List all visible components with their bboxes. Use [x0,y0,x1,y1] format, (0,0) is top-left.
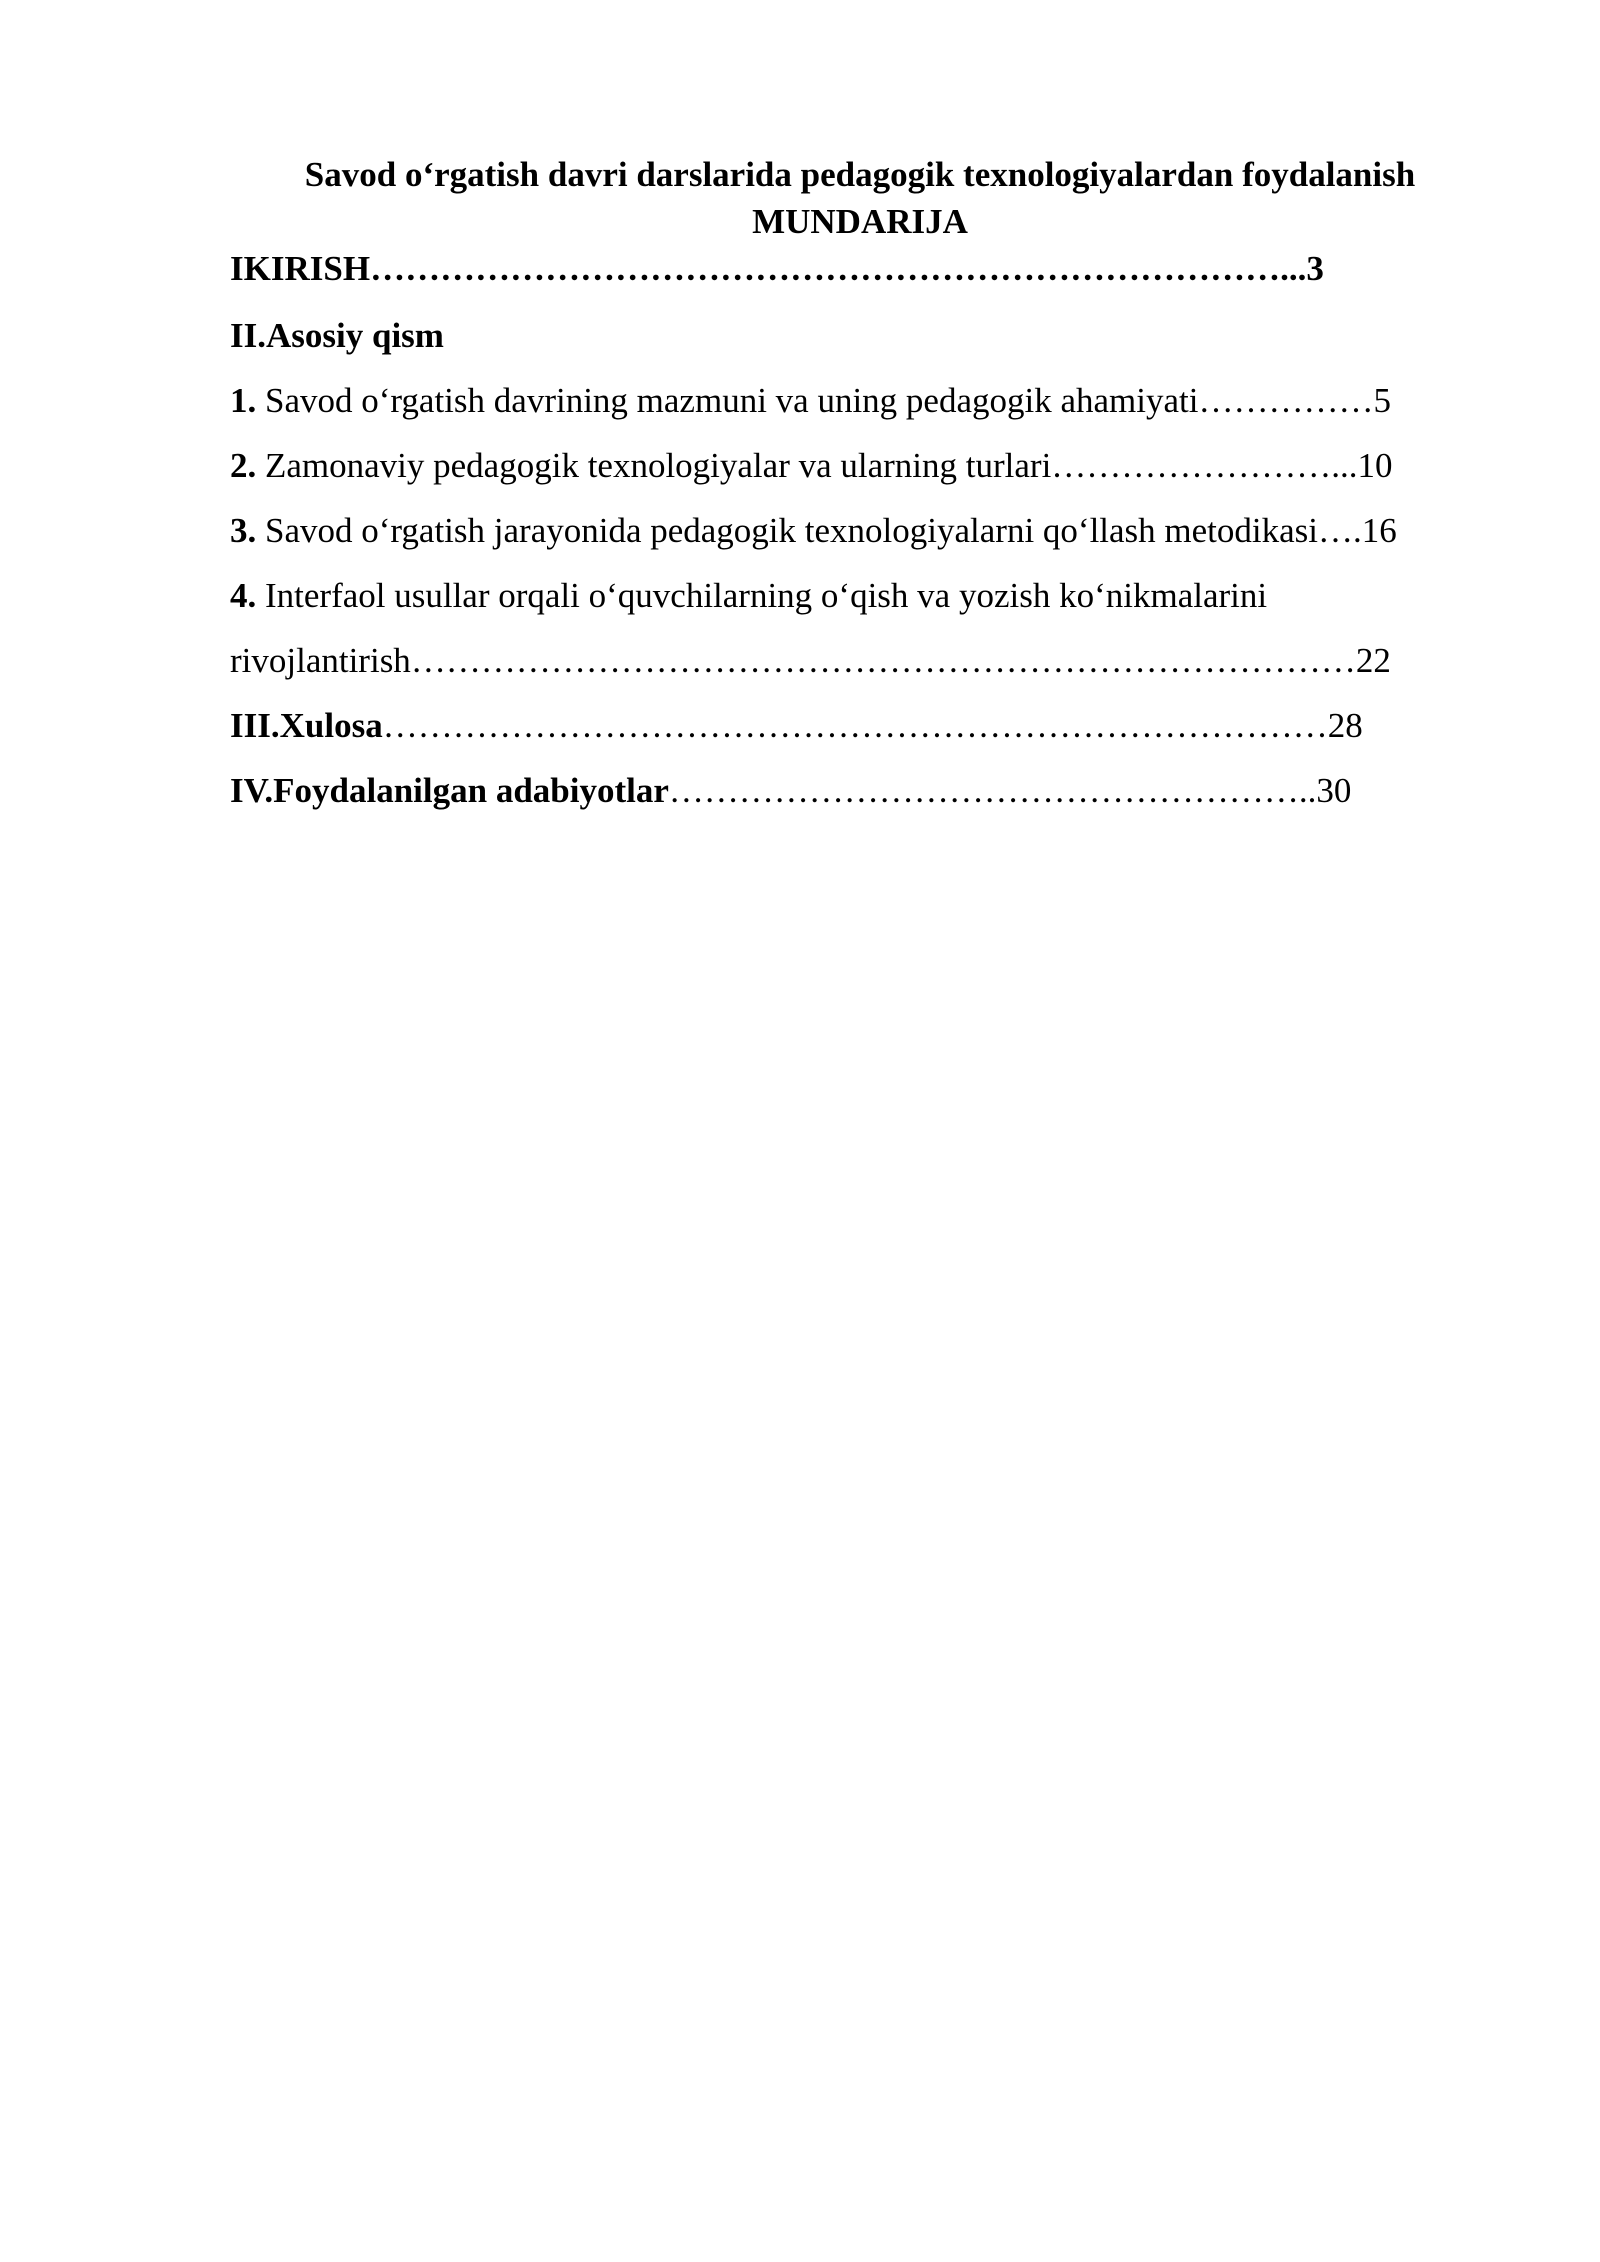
toc-entry-number: 4. [230,576,257,615]
toc-page-number: 22 [1355,641,1391,680]
toc-leader-dots: ……………………………………………………………………… [410,641,1356,680]
toc-entry-label: III.Xulosa [230,706,383,745]
document-title: Savod o‘rgatish davri darslarida pedagogik texnologiyalardan foydalanish [304,155,1416,194]
toc-section-heading: II.Asosiy qism [230,316,444,355]
toc-entry-number: 3. [230,511,257,550]
toc-page-number: 30 [1316,771,1352,810]
toc-entry-references [230,769,1351,813]
toc-entry-text: Interfaol usullar orqali o‘quvchilarning o‘qish va yozish ko‘nikmalarini [256,576,1268,615]
toc-entry-label: IV.Foydalanilgan adabiyotlar [230,771,669,810]
toc-entry-text: Zamonaviy pedagogik texnologiyalar va ularning turlari [256,446,1052,485]
toc-entry-conclusion [230,704,1363,748]
toc-entry-intro [230,247,1324,291]
toc-page-number: 3 [1306,249,1324,288]
toc-entry-4-continuation [230,639,1391,683]
toc-entry-text: Savod o‘rgatish davrining mazmuni va uning pedagogik ahamiyati [256,381,1199,420]
toc-entry-1 [230,379,1391,423]
toc-entry-4 [230,574,1267,618]
toc-leader-dots: ……………………………………………………………………... [370,249,1307,288]
toc-entry-text: rivojlantirish [230,641,411,680]
toc-page-number: 28 [1327,706,1363,745]
toc-entry-text: Savod o‘rgatish jarayonida pedagogik texnologiyalarni qo‘llash metodikasi [256,511,1319,550]
toc-leader-dots: ……………………... [1051,446,1358,485]
toc-entry-number: 1. [230,381,257,420]
toc-leader-dots: ……………………………………………………………………… [382,706,1328,745]
toc-leader-dots: …. [1318,511,1362,550]
toc-entry-3 [230,509,1397,553]
toc-entry-2 [230,444,1393,488]
toc-entry-number: 2. [230,446,257,485]
toc-entry-label: IKIRISH [230,249,371,288]
toc-page-number: 10 [1357,446,1393,485]
toc-heading: MUNDARIJA [752,202,968,241]
toc-leader-dots: …………… [1198,381,1374,420]
toc-leader-dots: ……………………………………………….. [668,771,1317,810]
toc-page-number: 16 [1361,511,1397,550]
toc-page-number: 5 [1373,381,1391,420]
